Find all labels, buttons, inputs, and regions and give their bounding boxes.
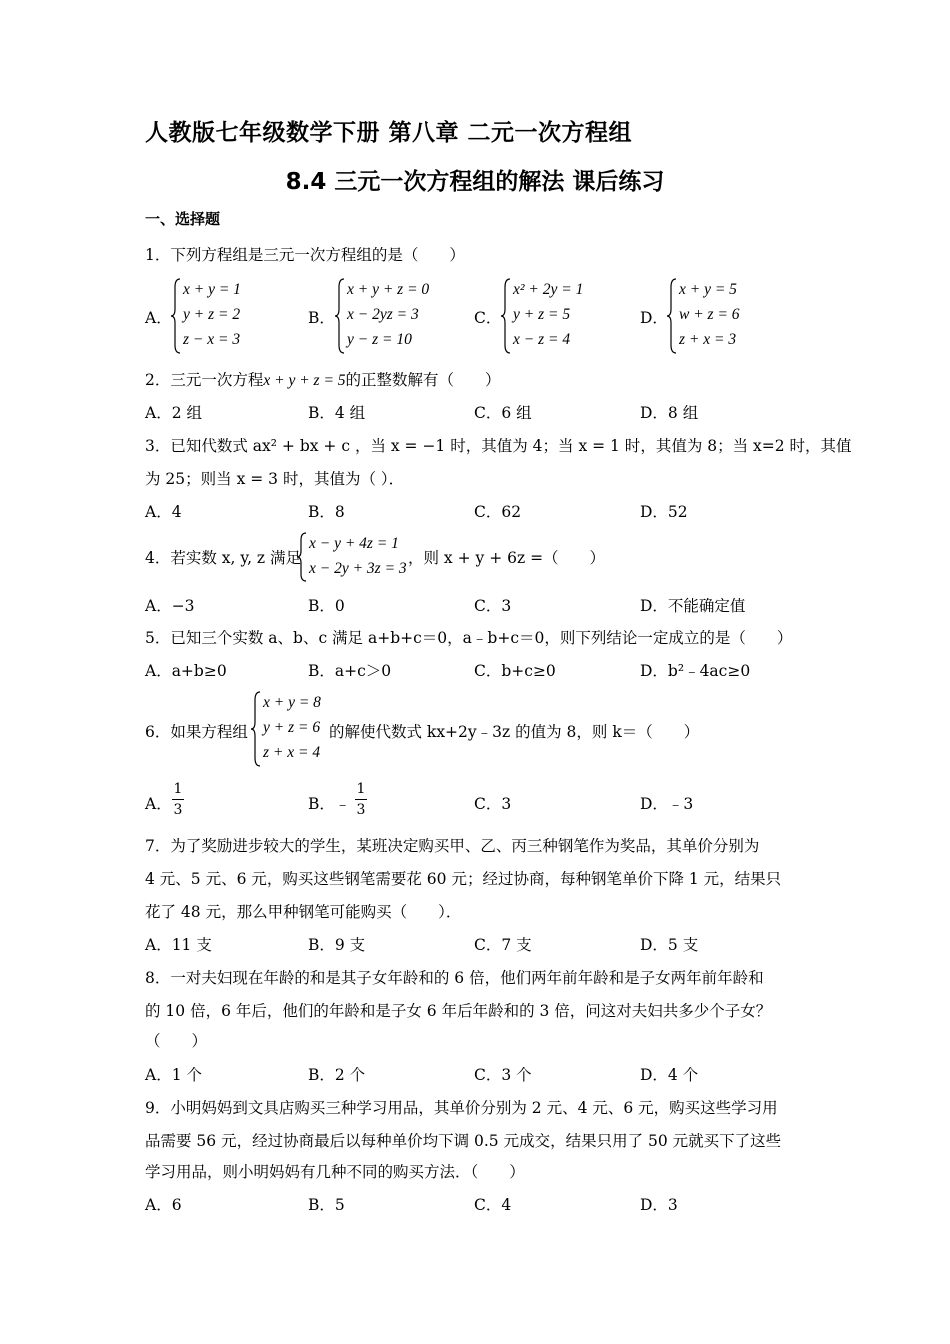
q9-option-c: C．4 <box>474 1196 512 1214</box>
q5-option-b: B．a+c＞0 <box>308 662 392 680</box>
q9-option-b: B．5 <box>308 1196 345 1214</box>
q3-line-2: 为 25；则当 x = 3 时，其值为（ ）． <box>145 470 405 488</box>
q9-line-3: 学习用品，则小明妈妈有几种不同的购买方法．（ ） <box>145 1163 525 1181</box>
q1-option-b-system <box>334 277 454 355</box>
q8-line-1: 8．一对夫妇现在年龄的和是其子女年龄和的 6 倍，他们两年前年龄和是子女两年前年龄和 <box>145 969 764 987</box>
q4-option-c: C．3 <box>474 597 512 615</box>
q6-option-b-fraction <box>355 780 367 819</box>
q6-option-a-label: A． <box>145 795 172 813</box>
fraction-bar <box>355 799 367 800</box>
equation-row: x + y = 8 <box>263 694 321 711</box>
q1-option-c-label: C． <box>474 309 502 327</box>
q1-option-a-system <box>170 277 280 355</box>
q5-stem: 5．已知三个实数 a、b、c 满足 a+b+c＝0，a﹣b+c＝0，则下列结论一定成立的是（ ） <box>145 629 793 647</box>
q2-option-c: C．6 组 <box>474 404 532 422</box>
equation-row: x + y = 1 <box>183 281 241 298</box>
q6-option-b-label: B．﹣ <box>308 795 351 813</box>
equation-row: z + x = 4 <box>263 744 321 761</box>
q6-option-c: C．3 <box>474 795 512 813</box>
q5-option-a: A．a+b≥0 <box>145 662 227 680</box>
q2-stem-post: 的正整数解有（ ） <box>345 371 501 389</box>
fraction-denominator: 3 <box>356 802 366 818</box>
q2-option-d: D．8 组 <box>640 404 699 422</box>
q6-option-d: D．﹣3 <box>640 795 694 813</box>
brace-icon <box>170 277 182 355</box>
q6-system <box>250 690 330 768</box>
q9-line-2: 品需要 56 元，经过协商最后以每种单价均下调 0.5 元成交，结果只用了 50 元就买下了这些 <box>145 1132 782 1150</box>
q6-stem-pre: 6．如果方程组 <box>145 723 248 741</box>
brace-icon <box>500 277 512 355</box>
q4-stem-pre: 4．若实数 x, y, z 满足 <box>145 549 302 567</box>
q2-equation: x + y + z = 5 <box>263 372 346 389</box>
q1-option-b-label: B． <box>308 309 335 327</box>
q8-option-a: A．1 个 <box>145 1066 202 1084</box>
q7-option-b: B．9 支 <box>308 936 366 954</box>
equation-row: x² + 2y = 1 <box>513 281 584 298</box>
q7-option-d: D．5 支 <box>640 936 699 954</box>
q1-option-c-system <box>500 277 610 355</box>
q5-option-c: C．b+c≥0 <box>474 662 556 680</box>
q9-option-d: D．3 <box>640 1196 678 1214</box>
equation-row: y − z = 10 <box>347 331 412 348</box>
q7-line-3: 花了 48 元，那么甲种钢笔可能购买（ ）． <box>145 903 462 921</box>
q3-option-c: C．62 <box>474 503 522 521</box>
q8-line-3: （ ） <box>145 1032 208 1050</box>
q9-option-a: A．6 <box>145 1196 182 1214</box>
fraction-denominator: 3 <box>173 802 183 818</box>
q8-option-d: D．4 个 <box>640 1066 699 1084</box>
q1-option-d-label: D． <box>640 309 668 327</box>
q7-option-c: C．7 支 <box>474 936 532 954</box>
q2-stem <box>145 368 501 390</box>
equation-row: x + y + z = 0 <box>347 281 430 298</box>
q4-stem-post: ，则 x + y + 6z =（ ） <box>408 549 606 567</box>
q5-option-d: D．b²﹣4ac≥0 <box>640 662 751 680</box>
equation-row: y + z = 5 <box>513 306 571 323</box>
q4-option-d: D．不能确定值 <box>640 597 746 615</box>
brace-icon <box>296 531 308 583</box>
q3-option-b: B．8 <box>308 503 345 521</box>
q8-option-b: B．2 个 <box>308 1066 366 1084</box>
q7-line-1: 7．为了奖励进步较大的学生，某班决定购买甲、乙、丙三种钢笔作为奖品，其单价分别为 <box>145 837 760 855</box>
brace-icon <box>334 277 346 355</box>
equation-row: x − 2y + 3z = 3 <box>309 560 407 577</box>
q8-line-2: 的 10 倍，6 年后，他们的年龄和是子女 6 年后年龄和的 3 倍，问这对夫妇共多少个子女？ <box>145 1002 772 1020</box>
q7-option-a: A．11 支 <box>145 936 212 954</box>
equation-row: y + z = 2 <box>183 306 241 323</box>
brace-icon <box>666 277 678 355</box>
page-title: 人教版七年级数学下册 第八章 二元一次方程组 <box>145 120 633 146</box>
equation-row: x − z = 4 <box>513 331 571 348</box>
q4-system <box>296 531 416 583</box>
equation-row: z − x = 3 <box>183 331 241 348</box>
q1-option-a-label: A． <box>145 309 172 327</box>
equation-row: z + x = 3 <box>679 331 737 348</box>
q6-stem-post: 的解使代数式 kx+2y﹣3z 的值为 8，则 k＝（ ） <box>329 723 700 741</box>
equation-row: x + y = 5 <box>679 281 737 298</box>
q6-option-a-fraction <box>172 780 184 819</box>
equation-row: x − y + 4z = 1 <box>309 535 399 552</box>
brace-icon <box>250 690 262 768</box>
fraction-bar <box>172 799 184 800</box>
q2-option-b: B．4 组 <box>308 404 366 422</box>
q3-line-1: 3．已知代数式 ax² + bx + c ，当 x = −1 时，其值为 4；当 x = 1 时，其值为 8；当 x=2 时，其值 <box>145 437 852 455</box>
q8-option-c: C．3 个 <box>474 1066 532 1084</box>
q1-option-d-system <box>666 277 776 355</box>
q9-line-1: 9．小明妈妈到文具店购买三种学习用品，其单价分别为 2 元、4 元、6 元，购买这些学习用 <box>145 1099 778 1117</box>
equation-row: x − 2yz = 3 <box>347 306 419 323</box>
fraction-numerator: 1 <box>173 781 183 797</box>
page-subtitle: 8.4 三元一次方程组的解法 课后练习 <box>285 169 665 195</box>
q4-option-a: A．−3 <box>145 597 195 615</box>
equation-row: y + z = 6 <box>263 719 321 736</box>
equation-row: w + z = 6 <box>679 306 740 323</box>
q4-option-b: B．0 <box>308 597 345 615</box>
q3-option-a: A．4 <box>145 503 182 521</box>
q7-line-2: 4 元、5 元、6 元，购买这些钢笔需要花 60 元；经过协商，每种钢笔单价下降 1 元，结果只 <box>145 870 782 888</box>
q1-stem: 1．下列方程组是三元一次方程组的是（ ） <box>145 246 465 264</box>
q2-option-a: A．2 组 <box>145 404 202 422</box>
q3-option-d: D．52 <box>640 503 688 521</box>
fraction-numerator: 1 <box>356 781 366 797</box>
q2-stem-pre: 2．三元一次方程 <box>145 371 264 389</box>
section-heading: 一、选择题 <box>145 210 221 228</box>
